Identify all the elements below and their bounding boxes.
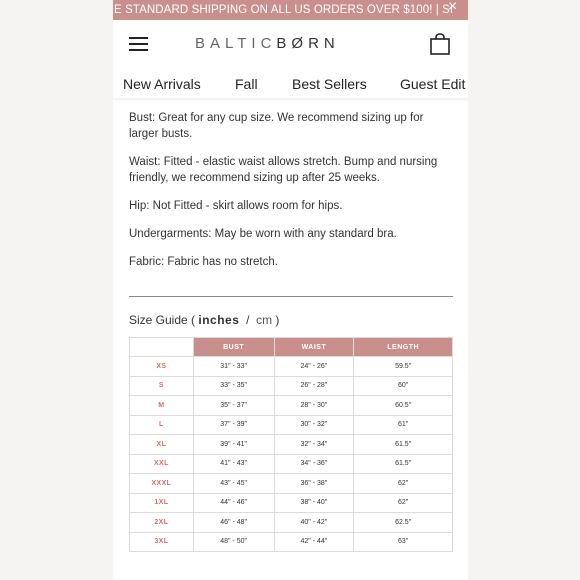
length-value: 63" [354, 532, 453, 552]
length-value: 62" [354, 493, 453, 513]
size-guide-header [129, 313, 279, 327]
waist-value: 34" - 36" [274, 454, 354, 474]
nav-item-best-sellers[interactable]: Best Sellers [292, 76, 367, 92]
size-label: 1XL [130, 493, 194, 513]
waist-value: 24" - 26" [274, 357, 354, 377]
table-row [130, 474, 453, 494]
bust-value: 41" - 43" [193, 454, 274, 474]
bust-value: 35" - 37" [193, 396, 274, 416]
section-divider [129, 296, 453, 297]
promo-text: E STANDARD SHIPPING ON ALL US ORDERS OVER $100! | SI [114, 4, 454, 16]
bust-value: 37" - 39" [193, 415, 274, 435]
size-label: 3XL [130, 532, 194, 552]
category-nav [113, 72, 468, 98]
length-value: 61.5" [354, 454, 453, 474]
close-icon[interactable] [448, 0, 462, 17]
mobile-page [113, 0, 468, 580]
waist-value: 42" - 44" [274, 532, 354, 552]
waist-value: 36" - 38" [274, 474, 354, 494]
waist-value: 26" - 28" [274, 376, 354, 396]
bust-value: 31" - 33" [193, 357, 274, 377]
bust-value: 39" - 41" [193, 435, 274, 455]
promo-banner[interactable] [113, 0, 468, 20]
length-value: 60.5" [354, 396, 453, 416]
header-bust: BUST [193, 338, 274, 357]
detail-bust: Bust: Great for any cup size. We recommend sizing up for larger busts. [129, 112, 424, 140]
bust-value: 33" - 35" [193, 376, 274, 396]
unit-toggle-inches[interactable]: inches [198, 313, 240, 327]
bust-value: 46" - 48" [193, 513, 274, 533]
length-value: 61.5" [354, 435, 453, 455]
nav-item-fall[interactable]: Fall [235, 76, 258, 92]
waist-value: 28" - 30" [274, 396, 354, 416]
table-row [130, 357, 453, 377]
size-label: S [130, 376, 194, 396]
table-row [130, 513, 453, 533]
unit-separator: / [246, 313, 250, 327]
nav-item-new-arrivals[interactable]: New Arrivals [123, 76, 201, 92]
site-header [113, 20, 468, 70]
bust-value: 43" - 45" [193, 474, 274, 494]
size-label: M [130, 396, 194, 416]
size-label: XS [130, 357, 194, 377]
detail-undergarments: Undergarments: May be worn with any standard bra. [129, 228, 397, 240]
nav-item-guest-edit[interactable]: Guest Edit [400, 76, 466, 92]
nav-divider [113, 98, 468, 102]
menu-bar-bottom [129, 49, 148, 51]
size-label: L [130, 415, 194, 435]
table-row [130, 532, 453, 552]
waist-value: 32" - 34" [274, 435, 354, 455]
logo-text-left: BALTIC [195, 35, 277, 52]
waist-value: 30" - 32" [274, 415, 354, 435]
size-guide-close-paren: ) [275, 313, 280, 327]
logo-text-right: BØRN [276, 35, 340, 52]
size-label: XXXL [130, 474, 194, 494]
table-row [130, 376, 453, 396]
table-row [130, 396, 453, 416]
shopping-bag-icon[interactable] [430, 33, 450, 55]
detail-waist: Waist: Fitted - elastic waist allows stretch. Bump and nursing friendly, we recommend sizing up after 25 weeks. [129, 156, 438, 184]
menu-bar-middle [129, 43, 148, 45]
header-length: LENGTH [354, 338, 453, 357]
length-value: 60" [354, 376, 453, 396]
product-details [129, 110, 453, 282]
length-value: 61" [354, 415, 453, 435]
size-label: XXL [130, 454, 194, 474]
table-row [130, 493, 453, 513]
size-label: 2XL [130, 513, 194, 533]
header-waist: WAIST [274, 338, 354, 357]
table-row [130, 454, 453, 474]
detail-fabric: Fabric: Fabric has no stretch. [129, 256, 278, 268]
waist-value: 38" - 40" [274, 493, 354, 513]
bust-value: 48" - 50" [193, 532, 274, 552]
bust-value: 44" - 46" [193, 493, 274, 513]
size-guide-table [129, 337, 453, 552]
size-table-header-row [130, 338, 453, 357]
brand-logo[interactable] [195, 35, 340, 52]
table-row [130, 415, 453, 435]
size-guide-label: Size Guide ( [129, 313, 196, 327]
unit-toggle-cm[interactable]: cm [256, 313, 273, 327]
menu-bar-top [129, 37, 148, 39]
length-value: 59.5" [354, 357, 453, 377]
length-value: 62.5" [354, 513, 453, 533]
length-value: 62" [354, 474, 453, 494]
header-blank-cell [130, 338, 194, 357]
size-label: XL [130, 435, 194, 455]
detail-hip: Hip: Not Fitted - skirt allows room for hips. [129, 200, 343, 212]
waist-value: 40" - 42" [274, 513, 354, 533]
table-row [130, 435, 453, 455]
hamburger-menu-icon[interactable] [129, 37, 149, 53]
